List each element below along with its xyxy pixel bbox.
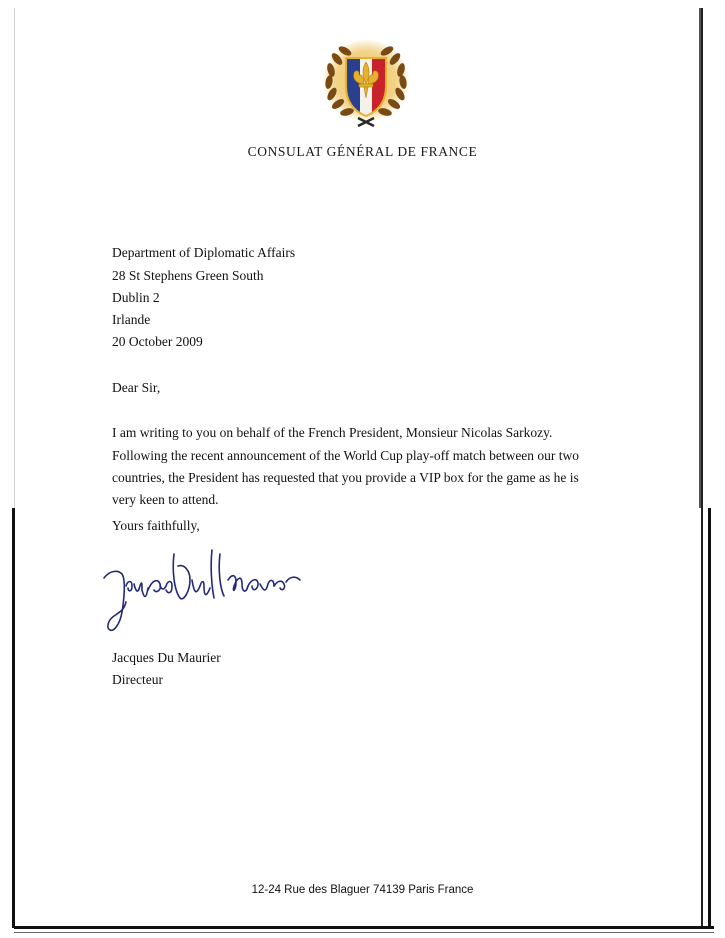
closing: Yours faithfully, xyxy=(112,518,200,533)
recipient-line-2: 28 St Stephens Green South xyxy=(112,268,264,283)
recipient-line-1: Department of Diplomatic Affairs xyxy=(112,245,296,260)
consulate-title: CONSULAT GÉNÉRAL DE FRANCE xyxy=(247,144,478,159)
letter-date: 20 October 2009 xyxy=(112,334,203,349)
footer-address: 12-24 Rue des Blaguer 74139 Paris France xyxy=(251,884,474,896)
signatory-title: Directeur xyxy=(112,672,163,687)
consulate-emblem-icon xyxy=(318,38,414,130)
recipient-line-4: Irlande xyxy=(112,312,151,327)
body-line-2: Following the recent announcement of the World Cup play-off match between our two xyxy=(112,448,580,463)
body-line-1: I am writing to you on behalf of the French President, Monsieur Nicolas Sarkozy. xyxy=(112,425,553,440)
scan-edge xyxy=(699,8,701,508)
scan-edge xyxy=(14,932,714,933)
signatory-name: Jacques Du Maurier xyxy=(112,650,221,665)
scan-edge xyxy=(12,508,15,928)
handwritten-signature xyxy=(100,540,310,640)
salutation: Dear Sir, xyxy=(112,380,161,395)
recipient-line-3: Dublin 2 xyxy=(112,290,160,305)
scan-edge xyxy=(14,926,714,929)
scan-edge xyxy=(708,508,711,928)
body-line-4: very keen to attend. xyxy=(112,492,219,507)
body-line-3: countries, the President has requested that you provide a VIP box for the game as he is xyxy=(112,470,579,485)
